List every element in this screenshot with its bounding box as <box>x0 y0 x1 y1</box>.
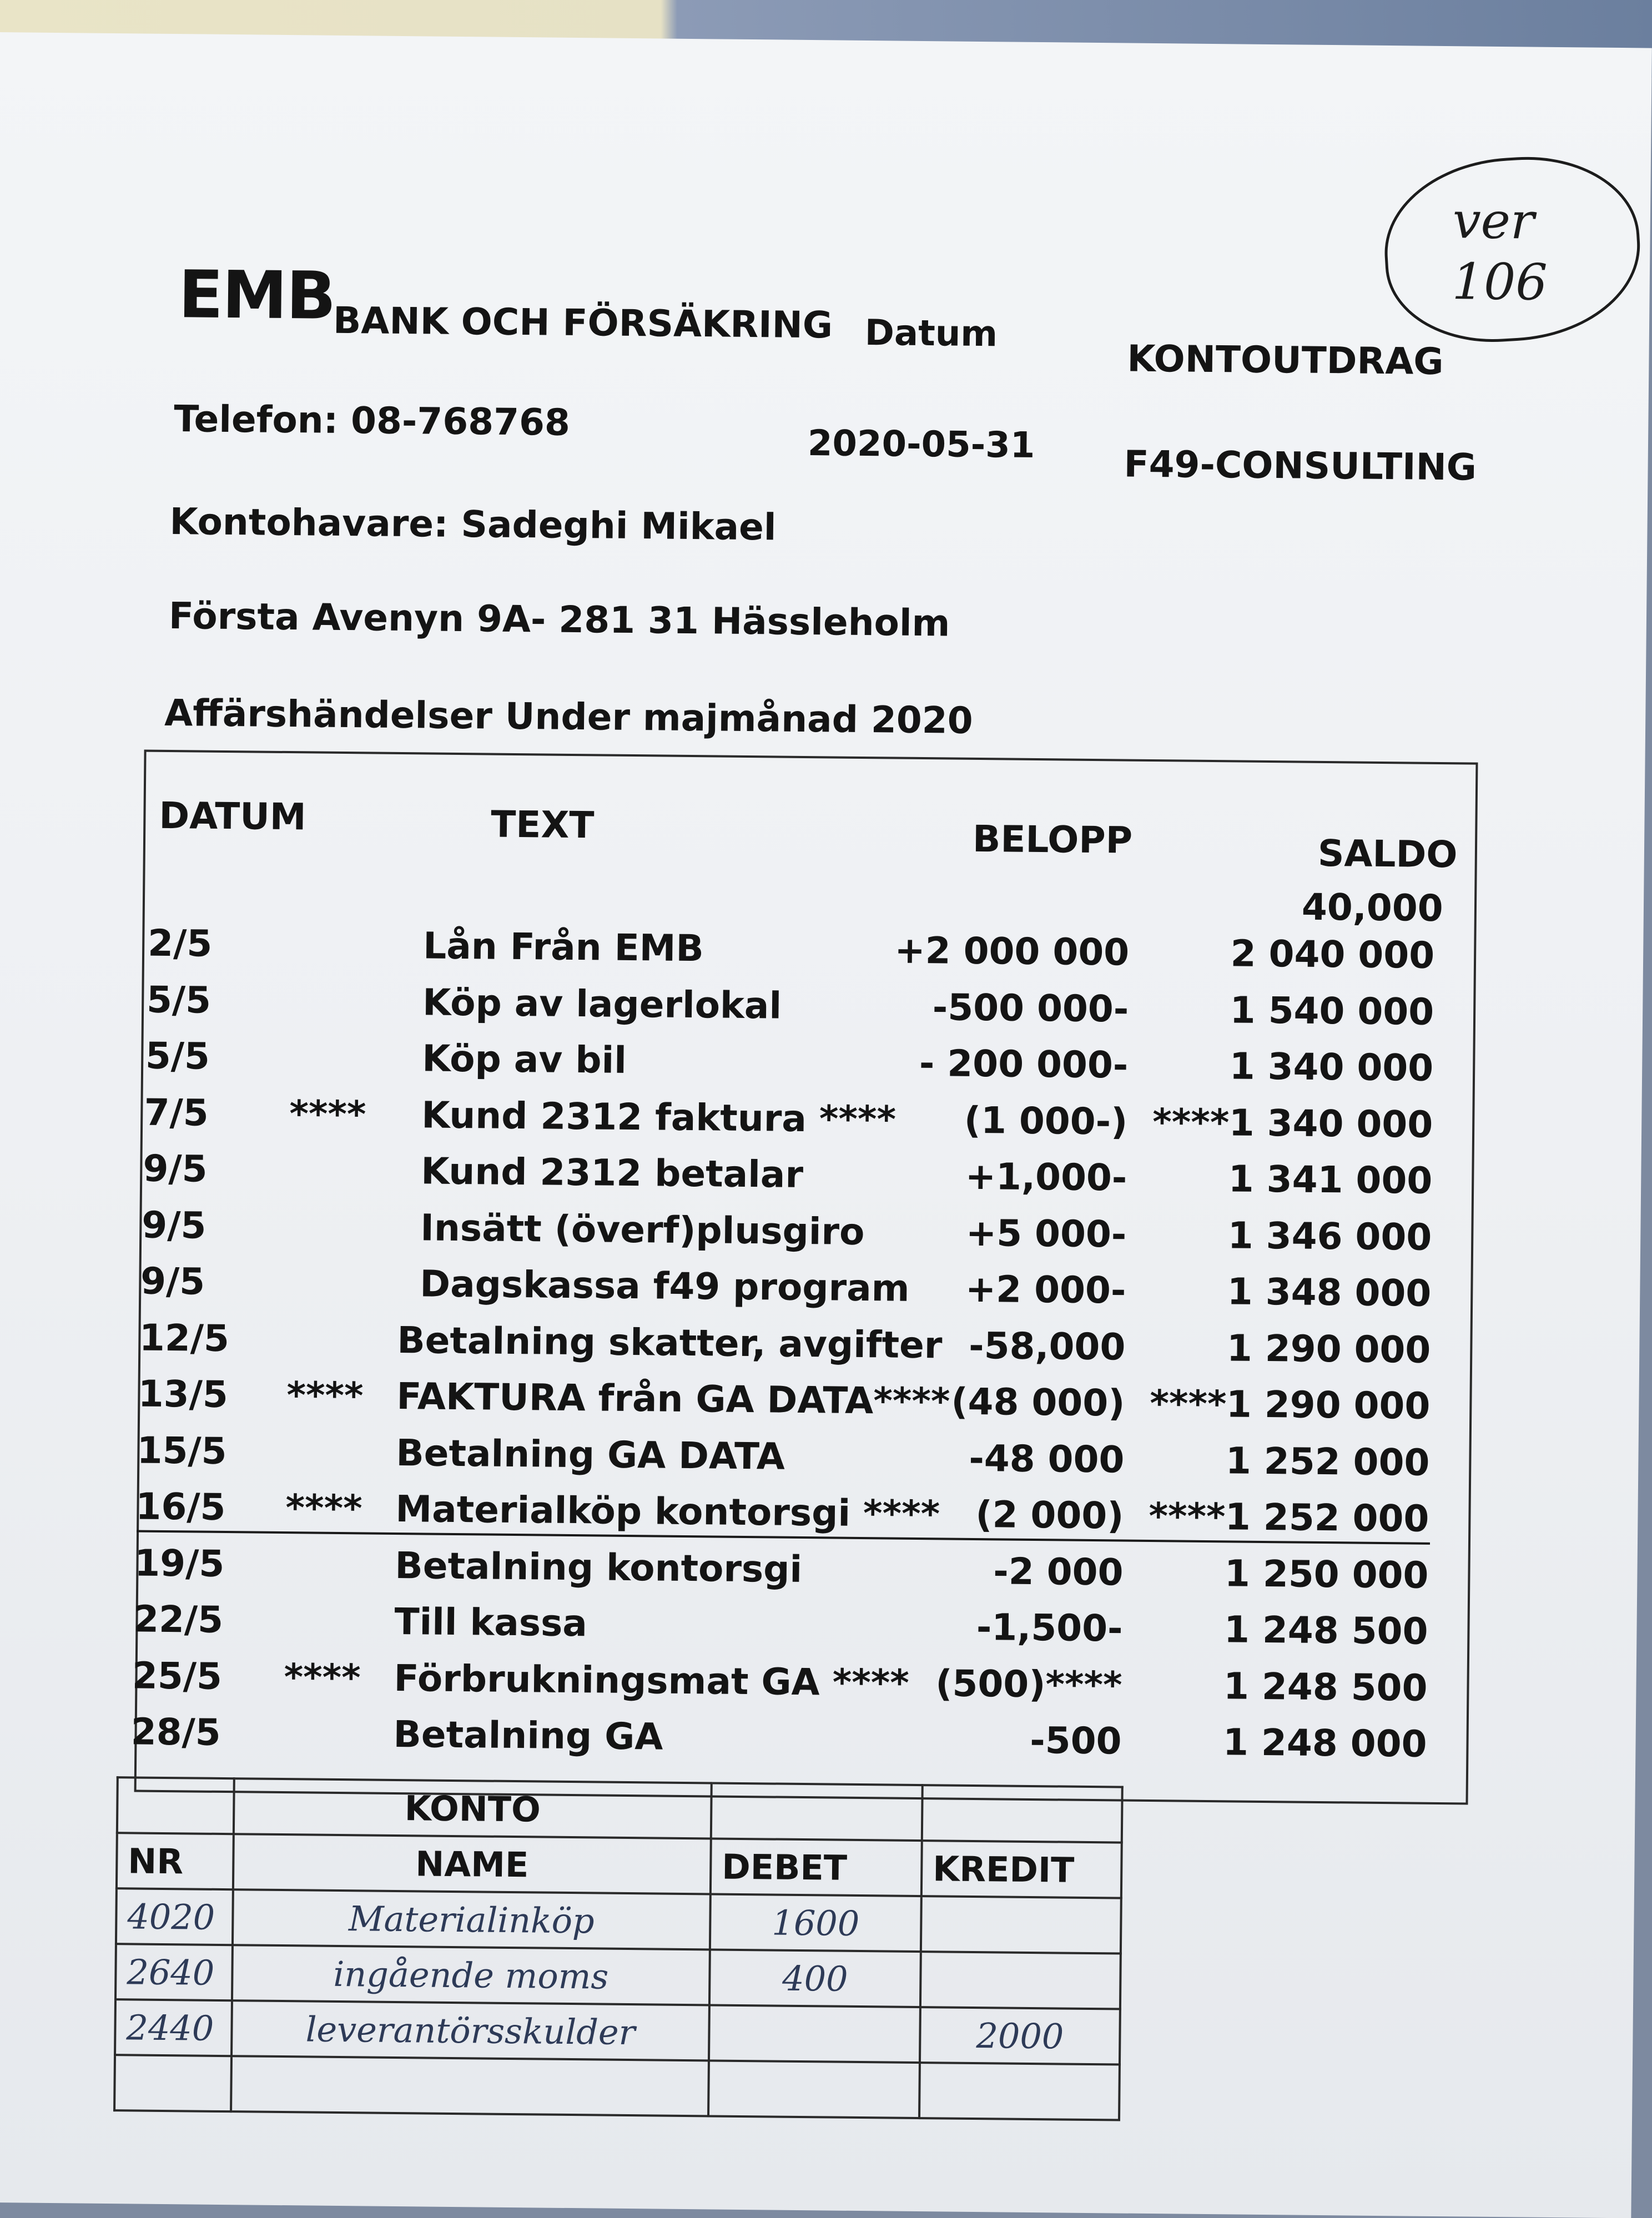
row-saldo: 1 346 000 <box>1227 1213 1432 1259</box>
account-name: Materialinköp <box>233 1889 711 1949</box>
account-nr: 2640 <box>115 1944 233 2000</box>
row-belopp: (1 000-) <box>964 1098 1128 1143</box>
bank-subtitle: BANK OCH FÖRSÄKRING <box>333 299 833 347</box>
account-kredit: 2000 <box>920 2007 1120 2064</box>
account-nr: 4020 <box>116 1888 233 1945</box>
row-belopp: -1,500- <box>976 1606 1123 1650</box>
header-name: NAME <box>233 1834 711 1894</box>
row-text: Köp av lagerlokal <box>422 980 782 1027</box>
row-saldo-marker: **** <box>1150 1382 1227 1426</box>
row-belopp: -2 000 <box>993 1549 1124 1594</box>
row-datum: 9/5 <box>143 1147 208 1191</box>
row-saldo-marker: **** <box>1149 1494 1226 1539</box>
statement-date: 2020-05-31 <box>807 423 1035 466</box>
row-belopp: (2 000) <box>975 1493 1124 1538</box>
account-row <box>116 1888 1121 1953</box>
header-blank-kredit <box>922 1785 1122 1842</box>
ver-annotation-line1: ver <box>1452 191 1535 251</box>
row-text: Betalning skatter, avgifter <box>397 1318 943 1367</box>
row-datum: 13/5 <box>138 1372 229 1417</box>
row-text: Köp av bil <box>421 1037 627 1082</box>
ver-annotation-line2: 106 <box>1452 253 1548 312</box>
row-saldo: 1 248 500 <box>1223 1664 1428 1710</box>
row-belopp: - 200 000- <box>919 1041 1129 1087</box>
row-datum: 16/5 <box>135 1485 226 1529</box>
row-belopp: -58,000 <box>968 1324 1126 1369</box>
account-kredit <box>920 1952 1121 2009</box>
account-posting-table <box>113 1776 1124 2121</box>
row-datum: 9/5 <box>140 1259 205 1303</box>
row-text: Betalning kontorsgi <box>395 1544 803 1591</box>
account-debet <box>708 2060 920 2118</box>
row-belopp: (500)**** <box>935 1661 1122 1707</box>
col-header-datum: DATUM <box>159 794 306 839</box>
row-saldo: 1 290 000 <box>1226 1383 1431 1428</box>
statement-period: Affärshändelser Under majmånad 2020 <box>164 691 973 742</box>
row-text: Kund 2312 betalar <box>420 1150 804 1196</box>
account-nr: 2440 <box>115 1999 232 2056</box>
account-holder: Kontohavare: Sadeghi Mikael <box>169 500 777 549</box>
row-datum: 25/5 <box>132 1654 223 1698</box>
row-saldo: 1 341 000 <box>1228 1157 1433 1202</box>
account-name: ingående moms <box>232 1945 710 2005</box>
row-saldo: 1 252 000 <box>1225 1495 1429 1540</box>
row-datum: 9/5 <box>142 1203 206 1247</box>
account-row <box>114 2055 1120 2120</box>
account-name <box>231 2056 709 2116</box>
bank-phone: Telefon: 08-768768 <box>173 397 571 444</box>
row-saldo: 1 248 000 <box>1222 1721 1427 1766</box>
header-blank-debet <box>711 1783 923 1841</box>
header-blank-nr <box>117 1777 234 1834</box>
ver-annotation <box>1452 190 1548 314</box>
row-saldo: 1 348 000 <box>1227 1270 1432 1315</box>
row-text: Insätt (överf)plusgiro <box>420 1206 865 1253</box>
row-saldo: 1 340 000 <box>1229 1045 1434 1090</box>
row-saldo: 1 340 000 <box>1228 1101 1433 1146</box>
holder-address: Första Avenyn 9A- 281 31 Hässleholm <box>168 594 950 645</box>
row-saldo: 1 248 500 <box>1223 1608 1428 1653</box>
row-belopp: +2 000- <box>965 1267 1126 1312</box>
row-text: Förbrukningsmat GA **** <box>394 1656 910 1705</box>
header-nr: NR <box>117 1833 234 1889</box>
row-text: Till kassa <box>394 1600 588 1645</box>
row-datum: 7/5 <box>144 1091 209 1135</box>
account-debet: 400 <box>709 1949 921 2007</box>
row-datum: 22/5 <box>133 1597 224 1641</box>
account-header-row-2 <box>117 1833 1122 1898</box>
row-datum: 2/5 <box>147 921 213 965</box>
account-row <box>115 1944 1121 2009</box>
row-saldo-marker: **** <box>1152 1100 1230 1144</box>
bank-statement-sheet <box>0 32 1652 2218</box>
row-datum: 19/5 <box>134 1541 225 1585</box>
col-header-belopp: BELOPP <box>972 817 1133 862</box>
row-marker: **** <box>285 1486 362 1530</box>
bank-name: EMB <box>178 256 336 334</box>
col-header-saldo: SALDO <box>1317 831 1458 876</box>
row-belopp: (48 000) <box>951 1380 1125 1425</box>
account-kredit <box>919 2063 1120 2120</box>
row-marker: **** <box>286 1374 364 1418</box>
company-name: F49-CONSULTING <box>1124 442 1477 489</box>
col-header-text: TEXT <box>490 803 595 847</box>
row-datum: 28/5 <box>130 1710 221 1754</box>
account-name: leverantörsskulder <box>231 2000 709 2060</box>
row-saldo: 2 040 000 <box>1230 932 1435 977</box>
row-belopp: -500 <box>1030 1718 1122 1763</box>
account-row <box>115 1999 1120 2064</box>
row-datum: 15/5 <box>137 1428 227 1473</box>
row-text: Materialköp kontorsgi **** <box>395 1487 940 1536</box>
row-datum: 12/5 <box>139 1316 230 1360</box>
row-text: Betalning GA <box>393 1712 663 1758</box>
row-saldo: 1 252 000 <box>1225 1439 1430 1484</box>
row-text: Betalning GA DATA <box>396 1431 785 1478</box>
document-title: KONTOUTDRAG <box>1127 337 1444 383</box>
account-debet: 1600 <box>710 1894 921 1952</box>
row-belopp: -500 000- <box>932 985 1129 1031</box>
row-text: Lån Från EMB <box>422 924 704 970</box>
header-debet: DEBET <box>711 1838 922 1896</box>
row-belopp: +5 000- <box>965 1211 1127 1256</box>
row-belopp: -48 000 <box>969 1436 1125 1481</box>
row-saldo: 1 250 000 <box>1224 1551 1429 1597</box>
row-text: Kund 2312 faktura **** <box>421 1093 896 1141</box>
opening-balance: 40,000 <box>1301 885 1444 930</box>
account-kredit <box>921 1896 1121 1953</box>
account-debet <box>709 2005 920 2063</box>
row-datum: 5/5 <box>146 978 211 1022</box>
row-belopp: +2 000 000 <box>894 929 1130 974</box>
account-nr <box>114 2055 231 2111</box>
header-konto: KONTO <box>234 1778 712 1838</box>
row-marker: **** <box>289 1092 366 1136</box>
datum-label: Datum <box>864 312 998 355</box>
row-text: FAKTURA från GA DATA**** <box>396 1374 950 1423</box>
row-marker: **** <box>284 1655 361 1699</box>
account-header-row-1 <box>117 1777 1122 1842</box>
row-text: Dagskassa f49 program <box>420 1262 910 1310</box>
row-datum: 5/5 <box>145 1034 210 1078</box>
header-kredit: KREDIT <box>921 1841 1122 1898</box>
row-belopp: +1,000- <box>965 1155 1127 1199</box>
row-saldo: 1 290 000 <box>1226 1326 1431 1372</box>
row-saldo: 1 540 000 <box>1230 988 1434 1034</box>
